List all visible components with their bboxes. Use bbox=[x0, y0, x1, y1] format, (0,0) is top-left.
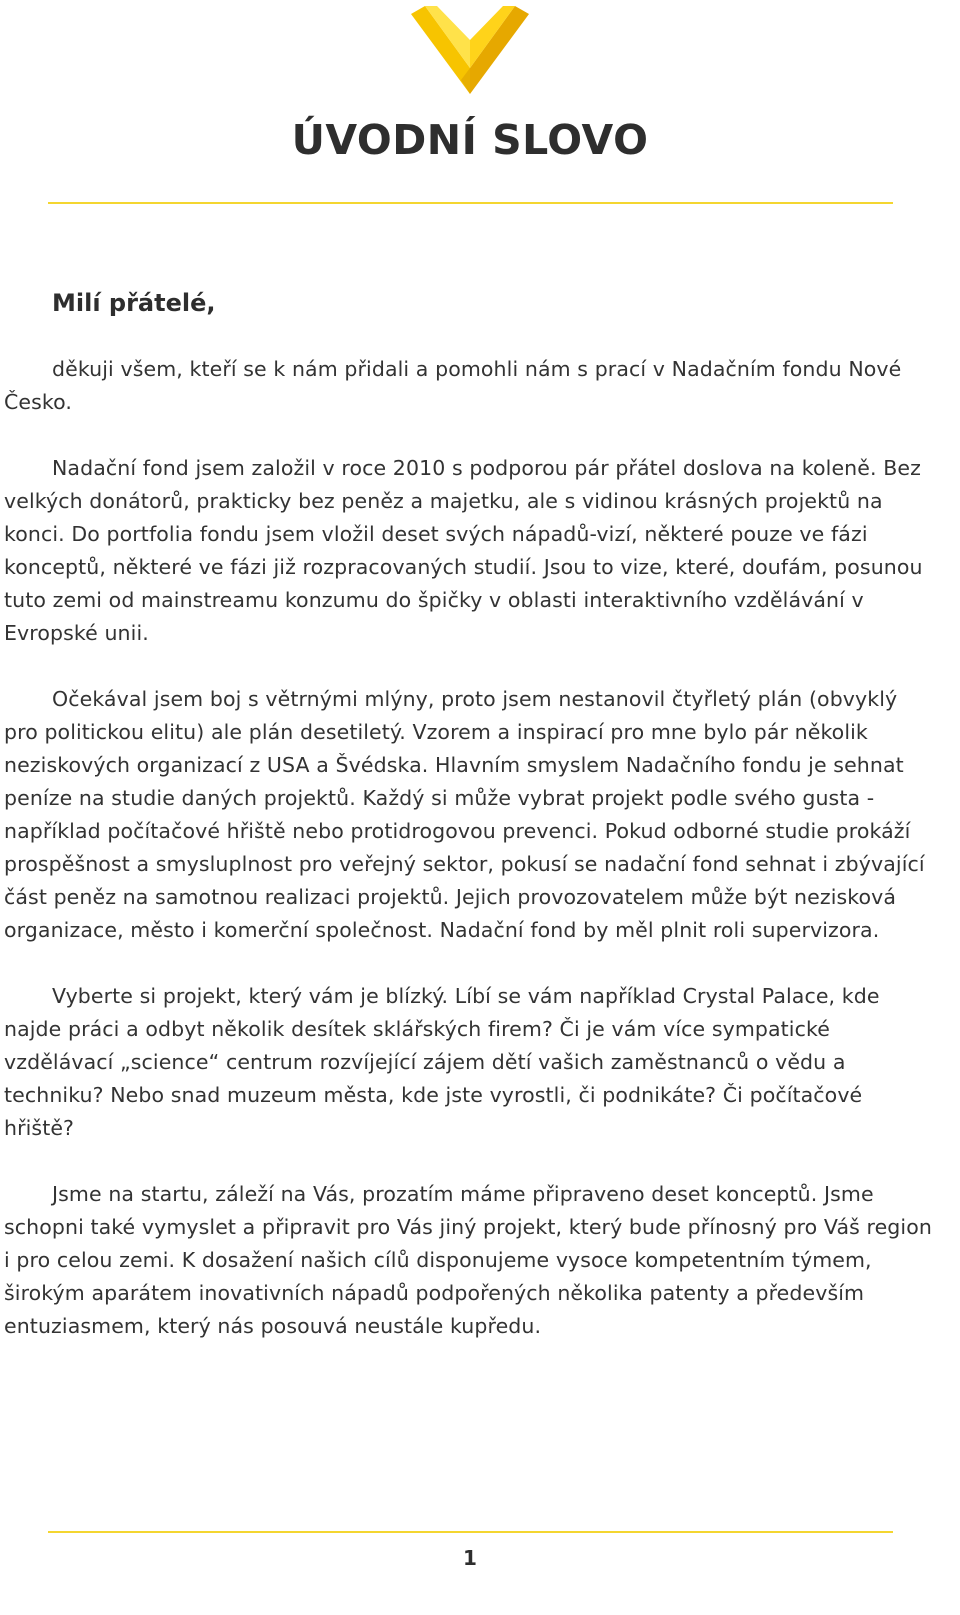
page-number: 1 bbox=[463, 1546, 477, 1570]
paragraph-at-start: Jsme na startu, záleží na Vás, prozatím máme připraveno deset konceptů. Jsme schopni také vymyslet a připravit pro Vás jiný projekt, který bude přínosný pro Váš region i pro celou zemi. K dosažení našich cílů disponujeme vysoce kompetentním týmem, širokým aparátem inovativních nápadů podpořených několika patenty a především entuziasmem, který nás posouvá neustále kupředu. bbox=[4, 1182, 932, 1338]
bottom-divider bbox=[48, 1531, 893, 1533]
page-title: ÚVODNÍ SLOVO bbox=[291, 116, 649, 164]
paragraph-thanks: děkuji všem, kteří se k nám přidali a pomohli nám s prací v Nadačním fondu Nové Česko. bbox=[4, 357, 902, 414]
letter-body bbox=[4, 353, 936, 1376]
paragraph-choose-project: Vyberte si projekt, který vám je blízký. Líbí se vám například Crystal Palace, kde najde práci a odbyt několik desítek sklářských firem? Či je vám více sympatické vzdělávací „science“ centrum rozvíjející zájem dětí vašich zaměstnanců o vědu a techniku? Nebo snad muzeum města, kde jste vyrostli, či podnikáte? Či počítačové hřiště? bbox=[4, 984, 880, 1140]
top-divider bbox=[48, 202, 893, 204]
paragraph-ten-year-plan: Očekával jsem boj s větrnými mlýny, proto jsem nestanovil čtyřletý plán (obvyklý pro politickou elitu) ale plán desetiletý. Vzorem a inspirací pro mne bylo pár několik neziskových organizací z USA a Švédska. Hlavním smyslem Nadačního fondu je sehnat peníze na studie daných projektů. Každý si může vybrat projekt podle svého gusta - například počítačové hřiště nebo protidrogovou prevenci. Pokud odborné studie prokáží prospěšnost a smysluplnost pro veřejný sektor, pokusí se nadační fond sehnat i zbývající část peněz na samotnou realizaci projektů. Jejich provozovatelem může být nezisková organizace, město i komerční společnost. Nadační fond by měl plnit roli supervizora. bbox=[4, 687, 925, 942]
yellow-chevron-logo-icon bbox=[411, 6, 529, 94]
greeting: Milí přátelé, bbox=[52, 289, 216, 317]
paragraph-foundation-history: Nadační fond jsem založil v roce 2010 s podporou pár přátel doslova na koleně. Bez velkých donátorů, prakticky bez peněz a majetku, ale s vidinou krásných projektů na konci. Do portfolia fondu jsem vložil deset svých nápadů-vizí, některé pouze ve fázi konceptů, některé ve fázi již rozpracovaných studií. Jsou to vize, které, doufám, posunou tuto zemi od mainstreamu konzumu do špičky v oblasti interaktivního vzdělávání v Evropské unii. bbox=[4, 456, 923, 645]
